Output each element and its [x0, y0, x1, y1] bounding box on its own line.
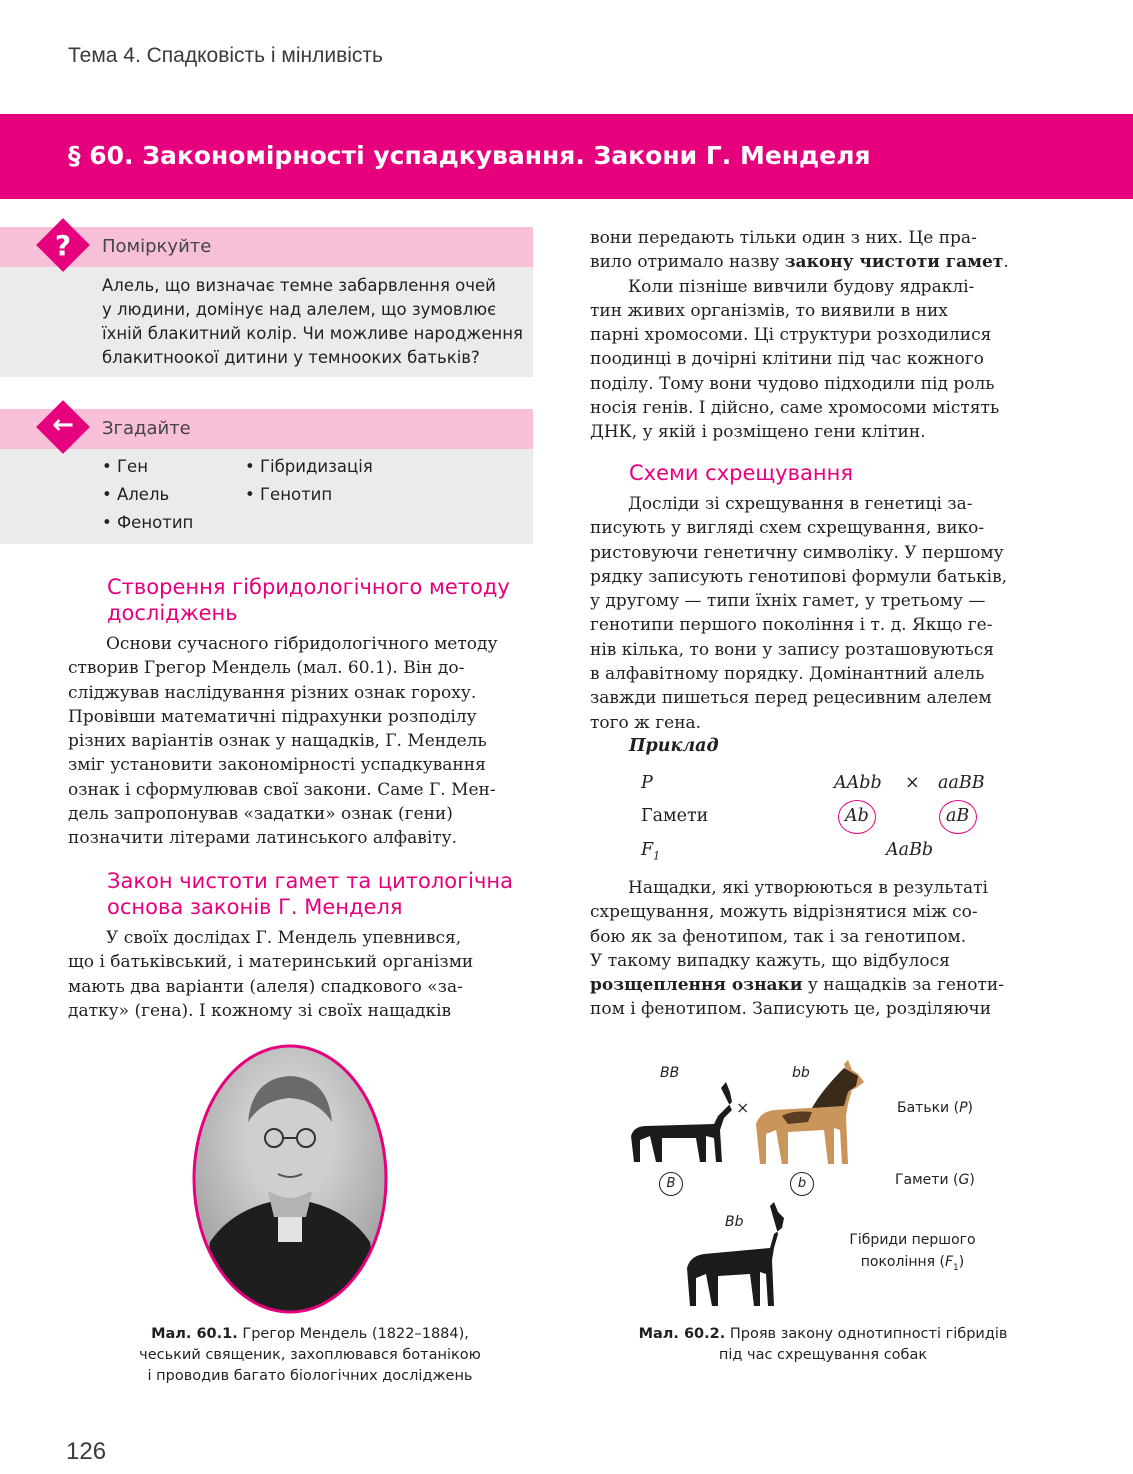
think-box-title: Поміркуйте	[102, 236, 212, 257]
cross-sign: ×	[736, 1098, 750, 1117]
gametes-label: Гамети	[641, 806, 709, 826]
recall-item: • Гібридизація	[245, 457, 373, 476]
recall-item: • Алель	[102, 485, 170, 504]
section-heading: Схеми схрещування	[629, 461, 853, 485]
tan-dog-image	[752, 1060, 867, 1168]
section-heading: Закон чистоти гамет та цитологічна основа законів Г. Менделя	[107, 869, 514, 919]
section-text: Основи сучасного гібридологічного методу створив Грегор Мендель (мал. 60.1). Він до- сліджував наслідування різних ознак гороху. Провівши математичні підрахунки розподілу різних варіантів ознак у нащадків, Г. Мендель зміг установити закономірності успадкування ознак і сформулював свої закони. Саме Г. Мен- дель запропонував «задатки» ознак (гени) позначити літерами латинського алфавіту.	[68, 634, 498, 849]
gamete-circle: b	[790, 1172, 814, 1196]
gamete-circle: B	[659, 1172, 683, 1196]
parents-label: P	[641, 773, 653, 793]
genotype-label: bb	[792, 1065, 810, 1081]
section-text: У своїх дослідах Г. Мендель упевнився, що і батьківський, і материнський організми мають два варіанти (алеля) спадкового «за- датку» (гена). І кожному зі своїх нащадків	[68, 928, 474, 1021]
section-text: Досліди зі схрещування в генетиці за- писують у вигляді схем схрещування, вико- ристовуючи генетичну символіку. У першому рядку записують генотипові формули батьків, у другому — типи їхніх гамет, у третьому — генотипи першого покоління і т. д. Якщо ге- нів кілька, то вони у запису розташовуються в алфавітному порядку. Домінантний алель завжди пишеться перед рецесивним алелем того ж гена.	[590, 494, 1008, 733]
recall-item: • Ген	[102, 457, 148, 476]
mendel-portrait	[190, 1042, 390, 1316]
section-heading: Створення гібридологічного методу досліджень	[107, 575, 510, 625]
hybrid-dog-image	[682, 1202, 787, 1308]
page-number: 126	[66, 1438, 107, 1465]
question-mark-icon: ?	[54, 229, 72, 262]
gamete: Ab	[845, 806, 869, 826]
parents-label: Батьки (P)	[897, 1100, 973, 1116]
recall-item: • Генотип	[245, 485, 333, 504]
gametes-label: Гамети (G)	[895, 1172, 975, 1188]
arrow-left-icon: ←	[52, 410, 74, 440]
example-title: Приклад	[629, 736, 719, 756]
genotype-label: Bb	[725, 1214, 744, 1230]
recall-item: • Фенотип	[102, 513, 194, 532]
running-head: Тема 4. Спадковість і мінливість	[68, 44, 383, 67]
parent-genotype: AAbb	[834, 773, 882, 793]
page-title: § 60. Закономірності успадкування. Закони Г. Менделя	[68, 141, 871, 170]
figure-caption: Мал. 60.1. Грегор Мендель (1822–1884), чеський священик, захоплювався ботанікою і проводив багато біологічних досліджень	[139, 1326, 481, 1384]
think-box-text: Алель, що визначає темне забарвлення очей у людини, домінує над алелем, що зумовлює їхній блакитний колір. Чи можливе народження блакитноокої дитини у темнооких батьків?	[102, 276, 523, 367]
parent-genotype: aaBB	[938, 773, 985, 793]
section-text: Нащадки, які утворюються в результаті схрещування, можуть відрізнятися між со- бою як за фенотипом, так і за генотипом. У такому випадку кажуть, що відбулося розщеплення ознаки у нащадків за геноти- пом і фенотипом. Записують це, розділяючи	[590, 878, 1004, 1020]
offspring-genotype: AaBb	[886, 840, 934, 860]
f1-label: $F_1$	[641, 840, 661, 863]
black-dog-image	[626, 1080, 736, 1165]
right-column-text: вони передають тільки один з них. Це пра- вило отримало назву закону чистоти гамет. Коли пізніше вивчили будову ядраклі- тин живих організмів, то виявили в них парні хромосоми. Ці структури розходилися поодинці в дочірні клітини під час кожного поділу. Тому вони чудово підходили під роль носія генів. І дійсно, саме хромосоми містять ДНК, у якій і розміщено гени клітин.	[590, 228, 1009, 443]
gamete: aB	[946, 806, 970, 826]
genotype-label: BB	[660, 1065, 680, 1081]
figure-caption: Мал. 60.2. Прояв закону однотипності гібридів під час схрещування собак	[638, 1326, 1008, 1363]
hybrids-label: Гібриди першого покоління $(F_1)$	[849, 1232, 976, 1273]
cross-sign: ×	[905, 773, 920, 793]
recall-box-title: Згадайте	[102, 418, 191, 439]
